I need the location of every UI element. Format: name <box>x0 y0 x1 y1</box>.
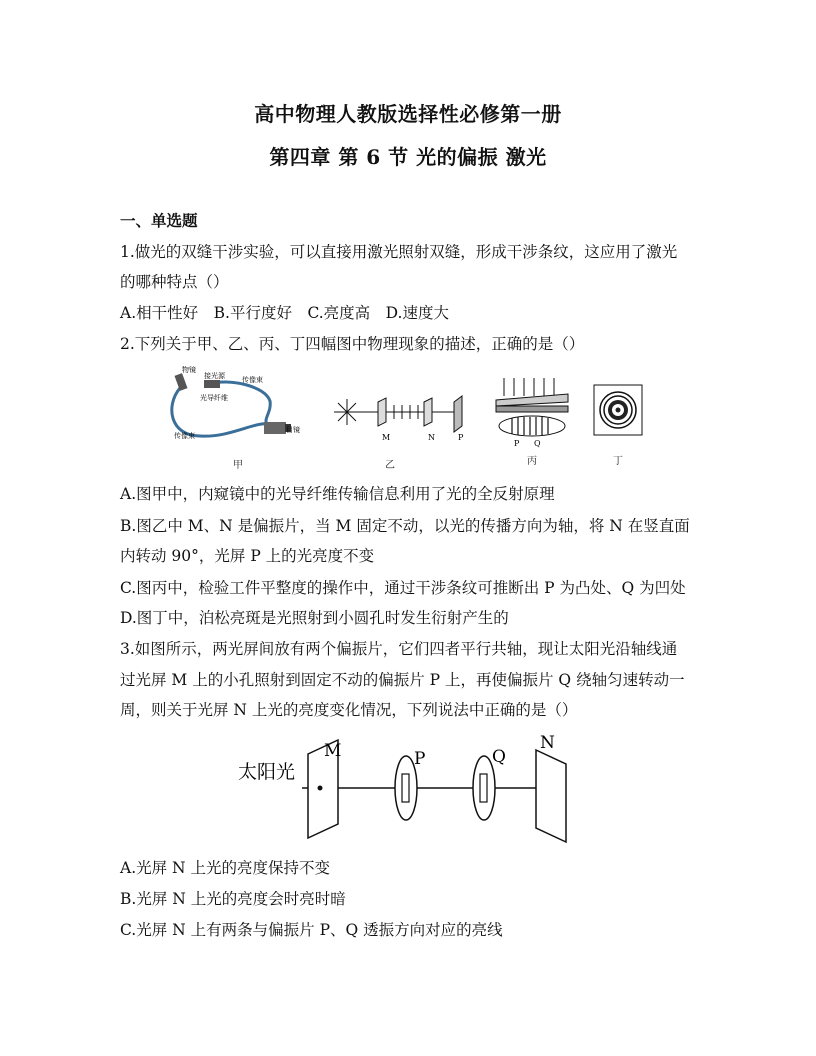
label-Q-q3: Q <box>492 747 506 767</box>
q1-stem-line1: 1.做光的双缝干涉实验，可以直接用激光照射双缝，形成干涉条纹，这应用了激光 <box>120 243 678 261</box>
q2-option-a: A.图甲中，内窥镜中的光导纤维传输信息利用了光的全反射原理 <box>120 485 555 503</box>
caption-jia: 甲 <box>233 460 243 471</box>
endoscope-fiber-bundle <box>172 382 270 436</box>
polarizer-M <box>378 398 386 426</box>
label-jiguangyuan: 接光源 <box>204 372 225 380</box>
screen-N <box>536 750 566 842</box>
q3-stem-line2: 过光屏 M 上的小孔照射到固定不动的偏振片 P 上，再使偏振片 Q 绕轴匀速转动一 <box>120 671 685 689</box>
caption-yi: 乙 <box>385 460 395 471</box>
label-Q-bing: Q <box>534 439 541 448</box>
q2-option-c: C.图丙中，检验工件平整度的操作中，通过干涉条纹可推断出 P 为凸处、Q 为凹处 <box>120 579 686 597</box>
figure-q3-polarizers <box>236 734 586 846</box>
figure-ding-poisson-spot <box>593 384 643 436</box>
label-M: M <box>382 433 391 442</box>
document-title: 高中物理人教版选择性必修第一册 <box>254 102 562 126</box>
unpolarized-light-star <box>334 399 360 425</box>
q2-option-b-line1: B.图乙中 M、N 是偏振片，当 M 固定不动，以光的传播方向为轴，将 N 在竖直面 <box>120 517 690 535</box>
q3-option-b: B.光屏 N 上光的亮度会时亮时暗 <box>120 890 346 908</box>
pinhole <box>318 786 323 791</box>
q2-option-d: D.图丁中，泊松亮斑是光照射到小圆孔时发生衍射产生的 <box>120 609 509 627</box>
q3-stem-line1: 3.如图所示，两光屏间放有两个偏振片，它们四者平行共轴，现让太阳光沿轴线通 <box>120 640 678 658</box>
label-sunlight: 太阳光 <box>238 761 296 783</box>
objective-lens <box>175 373 188 391</box>
label-N-q3: N <box>540 733 555 753</box>
incident-light-arrows <box>504 378 554 396</box>
label-P-bing: P <box>514 439 520 448</box>
q2-stem: 2.下列关于甲、乙、丙、丁四幅图中物理现象的描述，正确的是（） <box>120 335 585 353</box>
figure-bing-interference <box>494 376 570 448</box>
eyepiece <box>264 422 286 434</box>
caption-ding: 丁 <box>613 456 623 467</box>
q1-options: A.相干性好 B.平行度好 C.亮度高 D.速度大 <box>120 304 449 322</box>
label-wujing: 物镜 <box>182 366 196 374</box>
label-chuanxiangshu-top: 传像束 <box>242 376 263 384</box>
label-M-q3: M <box>324 741 342 761</box>
figure-yi-polarizers <box>332 392 472 444</box>
screen-P <box>454 396 462 432</box>
figure-jia-endoscope <box>160 366 300 456</box>
q2-option-b-line2: 内转动 90°，光屏 P 上的光亮度不变 <box>120 547 375 565</box>
q1-stem-line2: 的哪种特点（） <box>120 273 229 291</box>
label-mujing: 目镜 <box>286 426 300 434</box>
label-chuanxiangshu-bottom: 传像束 <box>174 432 195 440</box>
light-source-connector <box>204 380 220 388</box>
label-N: N <box>428 433 435 442</box>
label-P: P <box>458 433 464 442</box>
bright-center-spot <box>616 408 621 413</box>
wedge-plate <box>496 394 568 406</box>
q3-option-a: A.光屏 N 上光的亮度保持不变 <box>120 859 331 877</box>
polarizer-N <box>424 398 432 426</box>
section-heading: 一、单选题 <box>120 211 198 230</box>
q3-option-c: C.光屏 N 上有两条与偏振片 P、Q 透振方向对应的亮线 <box>120 921 503 939</box>
q3-stem-line3: 周，则关于光屏 N 上光的亮度变化情况，下列说法中正确的是（） <box>120 701 578 719</box>
label-guangdao: 光导纤维 <box>200 394 228 402</box>
section-title: 第四章 第 6 节 光的偏振 激光 <box>269 145 547 169</box>
workpiece <box>496 406 568 412</box>
fringe-pattern <box>499 416 565 436</box>
caption-bing: 丙 <box>527 456 537 467</box>
label-P-q3: P <box>414 749 426 769</box>
